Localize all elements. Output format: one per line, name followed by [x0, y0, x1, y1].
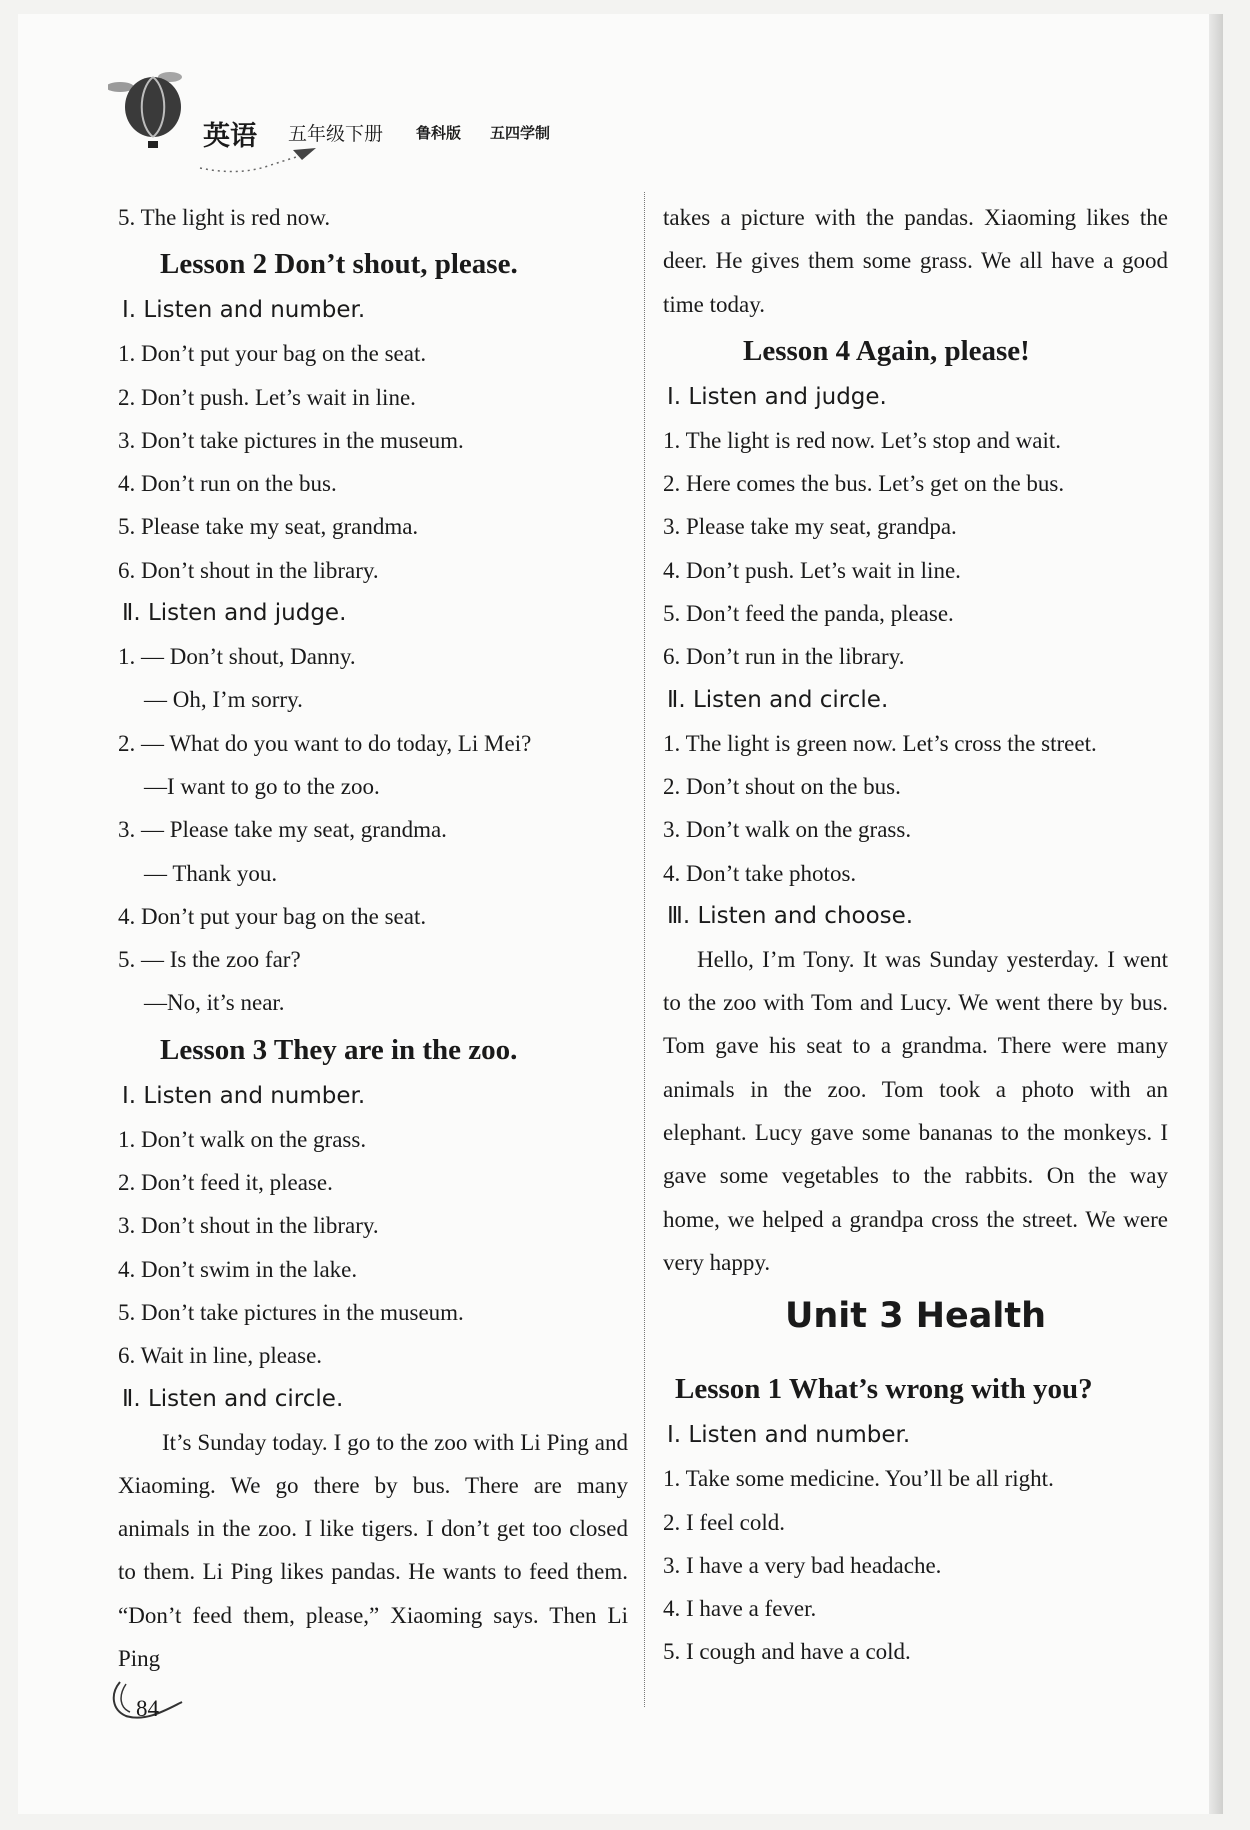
list-item: 1. Don’t put your bag on the seat.: [118, 341, 427, 367]
list-item: 2. I feel cold.: [663, 1509, 785, 1535]
section-heading: Ⅰ. Listen and number.: [122, 297, 366, 324]
section-heading: Ⅱ. Listen and circle.: [667, 686, 889, 713]
list-item: 4. Don’t run on the bus.: [118, 471, 337, 497]
column-divider: [644, 192, 645, 1707]
list-item: 2. Don’t feed it, please.: [118, 1170, 333, 1196]
list-item: 3. I have a very bad headache.: [663, 1552, 942, 1578]
edition-label: 鲁科版: [416, 124, 462, 142]
dialogue-line: —I want to go to the zoo.: [144, 773, 380, 799]
section-heading: Ⅲ. Listen and choose.: [667, 902, 914, 929]
list-item: 2. Don’t shout on the bus.: [663, 773, 901, 799]
list-item: 3. Please take my seat, grandpa.: [663, 514, 957, 540]
passage-text: [118, 1421, 628, 1681]
list-item: 1. The light is red now. Let’s stop and wait.: [663, 427, 1061, 453]
lesson-3-title: Lesson 3 They are in the zoo.: [160, 1033, 518, 1066]
list-item: 1. Don’t walk on the grass.: [118, 1126, 367, 1152]
list-item: 4. Don’t take photos.: [663, 860, 857, 886]
section-heading: Ⅰ. Listen and judge.: [667, 383, 887, 410]
dialogue-line: — Oh, I’m sorry.: [144, 687, 303, 713]
list-item: 2. Here comes the bus. Let’s get on the bus.: [663, 471, 1065, 497]
paper-plane-icon: [198, 146, 318, 176]
list-item: 4. I have a fever.: [663, 1596, 817, 1622]
list-item: 5. I cough and have a cold.: [663, 1639, 911, 1665]
list-item: 1. Take some medicine. You’ll be all right.: [663, 1466, 1054, 1492]
page-number: 84: [136, 1696, 159, 1721]
school-system-label: 五四学制: [490, 124, 551, 142]
left-column: [118, 196, 628, 1680]
unit-title: Unit 3 Health: [784, 1296, 1047, 1337]
page-spine: [1209, 14, 1223, 1814]
passage-body: It’s Sunday today. I go to the zoo with Li Ping and Xiaoming. We go there by bus. There are many animals in the zoo. I like tigers. I don’t get too closed to them. Li Ping likes pandas. He wants to feed them. “Don’t feed them, please,” Xiaoming says. Then Li Ping: [118, 1429, 628, 1672]
list-item: 5. Don’t feed the panda, please.: [663, 601, 954, 627]
list-item: 3. Don’t take pictures in the museum.: [118, 427, 464, 453]
list-item: 5. Please take my seat, grandma.: [118, 514, 419, 540]
list-item: 2. Don’t push. Let’s wait in line.: [118, 384, 416, 410]
dialogue-line: 4. Don’t put your bag on the seat.: [118, 903, 427, 929]
list-item: 5. Don’t take pictures in the museum.: [118, 1299, 464, 1325]
list-item: 6. Don’t run in the library.: [663, 644, 905, 670]
book-page: [18, 14, 1223, 1814]
lesson-1-title: Lesson 1 What’s wrong with you?: [675, 1373, 1093, 1406]
right-column: [663, 196, 1168, 1674]
dialogue-line: — Thank you.: [144, 860, 278, 886]
page-header: [68, 54, 588, 174]
section-heading: Ⅱ. Listen and circle.: [122, 1385, 344, 1412]
answer-line: 5. The light is red now.: [118, 205, 331, 230]
lesson-2-title: Lesson 2 Don’t shout, please.: [160, 248, 518, 281]
list-item: 6. Don’t shout in the library.: [118, 557, 379, 583]
passage-continuation: takes a picture with the pandas. Xiaoming likes the deer. He gives them some grass. We all have a good time today.: [663, 205, 1168, 317]
section-heading: Ⅱ. Listen and judge.: [122, 600, 347, 627]
dialogue-line: 1. — Don’t shout, Danny.: [118, 644, 356, 670]
passage-body: Hello, I’m Tony. It was Sunday yesterday. I went to the zoo with Tom and Lucy. We went there by bus. Tom gave his seat to a grandma. There were many animals in the zoo. Tom took a photo with an elephant. Lucy gave some bananas to the monkeys. I gave some vegetables to the rabbits. On the way home, we helped a grandpa cross the street. We were very happy.: [663, 946, 1168, 1275]
list-item: 6. Wait in line, please.: [118, 1343, 323, 1369]
hot-air-balloon-icon: [108, 69, 198, 149]
dialogue-line: 5. — Is the zoo far?: [118, 947, 301, 973]
dialogue-line: 3. — Please take my seat, grandma.: [118, 817, 447, 843]
list-item: 3. Don’t shout in the library.: [118, 1213, 379, 1239]
list-item: 1. The light is green now. Let’s cross the street.: [663, 730, 1097, 756]
dialogue-line: —No, it’s near.: [144, 990, 285, 1016]
list-item: 4. Don’t push. Let’s wait in line.: [663, 557, 961, 583]
dialogue-line: 2. — What do you want to do today, Li Mei?: [118, 730, 532, 756]
list-item: 3. Don’t walk on the grass.: [663, 817, 912, 843]
list-item: 4. Don’t swim in the lake.: [118, 1256, 358, 1282]
passage-text: [663, 938, 1168, 1284]
section-heading: Ⅰ. Listen and number.: [667, 1422, 911, 1449]
lesson-4-title: Lesson 4 Again, please!: [743, 334, 1030, 367]
subject-title: 英语: [203, 121, 257, 152]
section-heading: Ⅰ. Listen and number.: [122, 1082, 366, 1109]
grade-label: 五年级下册: [288, 123, 384, 145]
